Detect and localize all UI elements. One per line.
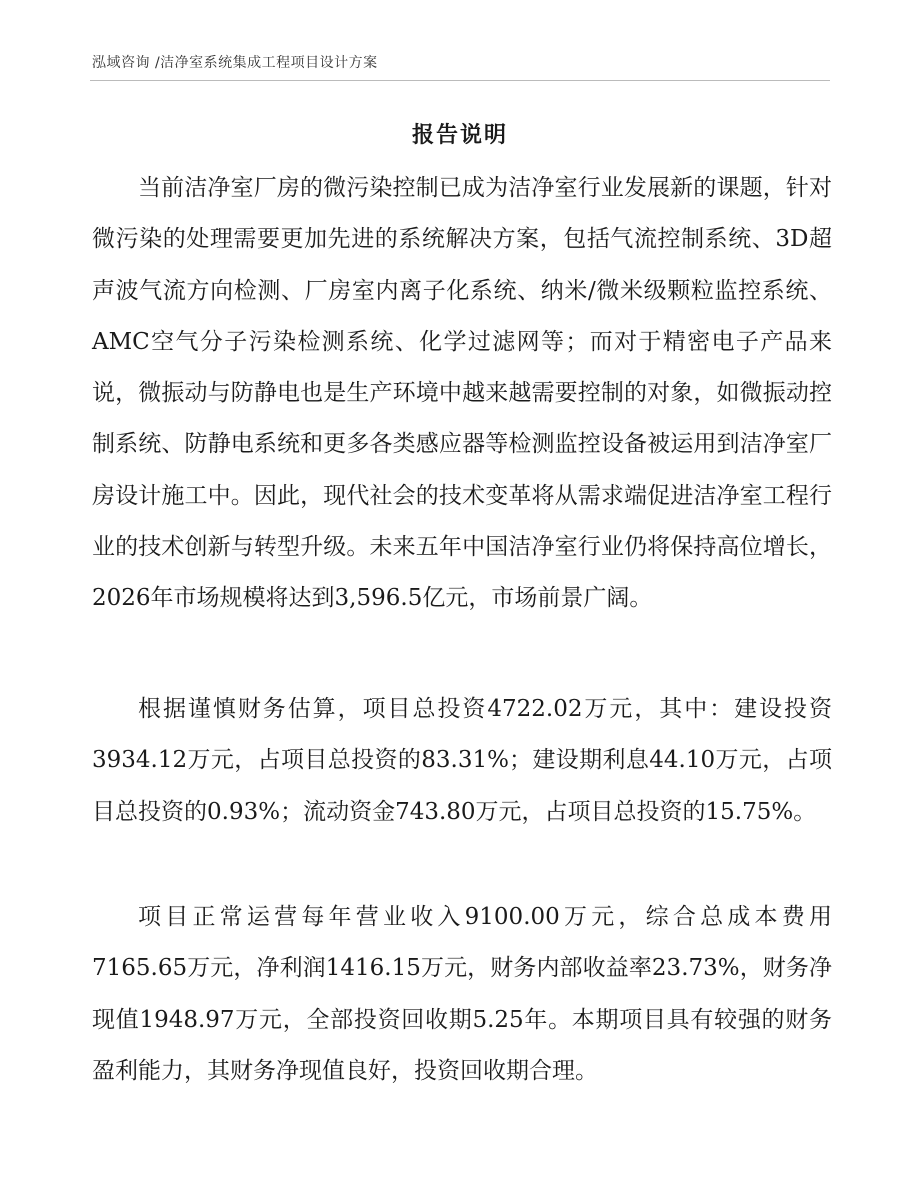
- header-divider: [90, 80, 830, 81]
- paragraph-market-background: 当前洁净室厂房的微污染控制已成为洁净室行业发展新的课题，针对微污染的处理需要更加先进的系统解决方案，包括气流控制系统、3D超声波气流方向检测、厂房室内离子化系统、纳米/微米级颗粒监控系统、AMC空气分子污染检测系统、化学过滤网等；而对于精密电子产品来说，微振动与防静电也是生产环境中越来越需要控制的对象，如微振动控制系统、防静电系统和更多各类感应器等检测监控设备被运用到洁净室厂房设计施工中。因此，现代社会的技术变革将从需求端促进洁净室工程行业的技术创新与转型升级。未来五年中国洁净室行业仍将保持高位增长，2026年市场规模将达到3,596.5亿元，市场前景广阔。: [92, 175, 832, 612]
- paragraph-financial-performance: 项目正常运营每年营业收入9100.00万元，综合总成本费用7165.65万元，净利润1416.15万元，财务内部收益率23.73%，财务净现值1948.97万元，全部投资回收期5.25年。本期项目具有较强的财务盈利能力，其财务净现值良好，投资回收期合理。: [92, 904, 832, 1084]
- running-header: 泓域咨询 /洁净室系统集成工程项目设计方案: [92, 55, 378, 71]
- page-title: 报告说明: [411, 122, 508, 148]
- paragraph-investment-estimate: 根据谨慎财务估算，项目总投资4722.02万元，其中：建设投资3934.12万元，占项目总投资的83.31%；建设期利息44.10万元，占项目总投资的0.93%；流动资金743.80万元，占项目总投资的15.75%。: [92, 696, 832, 825]
